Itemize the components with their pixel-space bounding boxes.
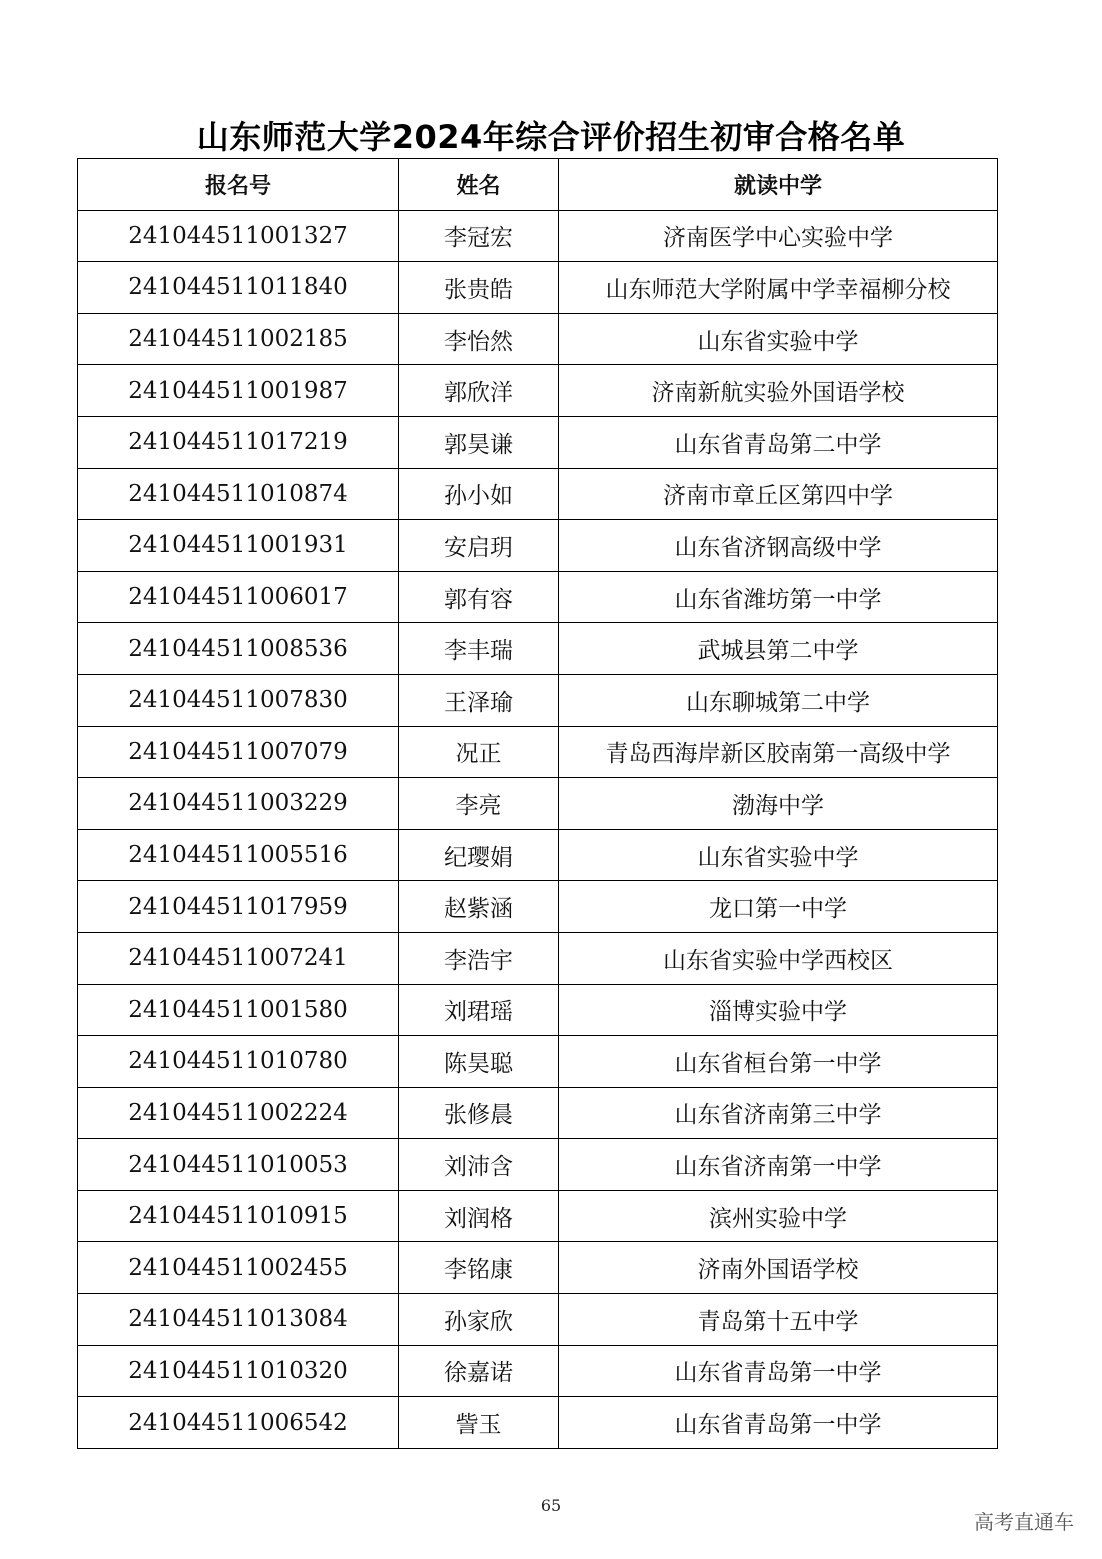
table-row [78,881,998,933]
cell-school: 山东省青岛第一中学 [559,1345,998,1397]
cell-school: 济南市章丘区第四中学 [559,468,998,520]
table-row [78,1242,998,1294]
cell-school: 滨州实验中学 [559,1190,998,1242]
cell-school: 济南医学中心实验中学 [559,210,998,262]
table-row [78,416,998,468]
table-row [78,1345,998,1397]
header-registration-number: 报名号 [78,159,399,211]
cell-school: 济南新航实验外国语学校 [559,365,998,417]
table-row [78,932,998,984]
watermark: 高考直通车 [974,1510,1074,1534]
cell-registration-number: 241044511011840 [78,262,399,314]
cell-registration-number: 241044511002224 [78,1087,399,1139]
cell-school: 山东省实验中学 [559,829,998,881]
cell-registration-number: 241044511007079 [78,726,399,778]
cell-name: 孙家欣 [399,1294,559,1346]
cell-name: 郭欣洋 [399,365,559,417]
document-title: 山东师范大学2024年综合评价招生初审合格名单 [196,118,906,156]
cell-registration-number: 241044511001931 [78,520,399,572]
cell-name: 李丰瑞 [399,623,559,675]
cell-name: 訾玉 [399,1397,559,1449]
table-row [78,571,998,623]
cell-registration-number: 241044511013084 [78,1294,399,1346]
cell-school: 武城县第二中学 [559,623,998,675]
cell-school: 山东省济南第一中学 [559,1139,998,1191]
cell-registration-number: 241044511008536 [78,623,399,675]
cell-school: 山东省实验中学 [559,313,998,365]
cell-name: 刘润格 [399,1190,559,1242]
cell-name: 郭昊谦 [399,416,559,468]
cell-school: 山东省青岛第二中学 [559,416,998,468]
table-row [78,520,998,572]
table-row [78,1139,998,1191]
cell-name: 赵紫涵 [399,881,559,933]
cell-registration-number: 241044511007241 [78,932,399,984]
table-header-row [78,159,998,211]
cell-name: 李怡然 [399,313,559,365]
cell-registration-number: 241044511001580 [78,984,399,1036]
table-row [78,1397,998,1449]
cell-school: 山东省青岛第一中学 [559,1397,998,1449]
table-row [78,1036,998,1088]
cell-name: 王泽瑜 [399,674,559,726]
table-row [78,674,998,726]
cell-name: 安启玥 [399,520,559,572]
cell-school: 山东省桓台第一中学 [559,1036,998,1088]
cell-name: 李冠宏 [399,210,559,262]
cell-registration-number: 241044511002185 [78,313,399,365]
cell-name: 李亮 [399,778,559,830]
header-name: 姓名 [399,159,559,211]
cell-registration-number: 241044511002455 [78,1242,399,1294]
cell-registration-number: 241044511001987 [78,365,399,417]
cell-registration-number: 241044511006017 [78,571,399,623]
cell-school: 淄博实验中学 [559,984,998,1036]
cell-registration-number: 241044511010320 [78,1345,399,1397]
cell-registration-number: 241044511010915 [78,1190,399,1242]
cell-school: 龙口第一中学 [559,881,998,933]
cell-name: 纪璎娟 [399,829,559,881]
table-row [78,829,998,881]
table-row [78,365,998,417]
cell-name: 陈昊聪 [399,1036,559,1088]
cell-registration-number: 241044511010053 [78,1139,399,1191]
cell-school: 山东省济钢高级中学 [559,520,998,572]
cell-name: 郭有容 [399,571,559,623]
table-row [78,313,998,365]
admission-table [77,158,998,1449]
cell-registration-number: 241044511001327 [78,210,399,262]
cell-school: 山东省潍坊第一中学 [559,571,998,623]
cell-name: 况正 [399,726,559,778]
cell-school: 山东省实验中学西校区 [559,932,998,984]
header-school: 就读中学 [559,159,998,211]
cell-registration-number: 241044511007830 [78,674,399,726]
cell-name: 孙小如 [399,468,559,520]
table-row [78,623,998,675]
table-row [78,726,998,778]
cell-school: 山东聊城第二中学 [559,674,998,726]
table-row [78,984,998,1036]
table-row [78,1190,998,1242]
cell-school: 山东师范大学附属中学幸福柳分校 [559,262,998,314]
table-row [78,210,998,262]
cell-registration-number: 241044511003229 [78,778,399,830]
cell-name: 李铭康 [399,1242,559,1294]
cell-registration-number: 241044511005516 [78,829,399,881]
cell-name: 刘珺瑶 [399,984,559,1036]
page-number: 65 [540,1496,562,1515]
cell-school: 青岛西海岸新区胶南第一高级中学 [559,726,998,778]
cell-name: 张贵皓 [399,262,559,314]
cell-registration-number: 241044511017219 [78,416,399,468]
cell-school: 济南外国语学校 [559,1242,998,1294]
table-row [78,778,998,830]
cell-name: 徐嘉诺 [399,1345,559,1397]
table-row [78,1294,998,1346]
table-row [78,468,998,520]
cell-registration-number: 241044511006542 [78,1397,399,1449]
table-row [78,1087,998,1139]
cell-name: 李浩宇 [399,932,559,984]
cell-school: 渤海中学 [559,778,998,830]
cell-name: 刘沛含 [399,1139,559,1191]
cell-name: 张修晨 [399,1087,559,1139]
cell-school: 青岛第十五中学 [559,1294,998,1346]
cell-registration-number: 241044511010874 [78,468,399,520]
table-body [78,210,998,1448]
table-row [78,262,998,314]
cell-school: 山东省济南第三中学 [559,1087,998,1139]
cell-registration-number: 241044511010780 [78,1036,399,1088]
cell-registration-number: 241044511017959 [78,881,399,933]
